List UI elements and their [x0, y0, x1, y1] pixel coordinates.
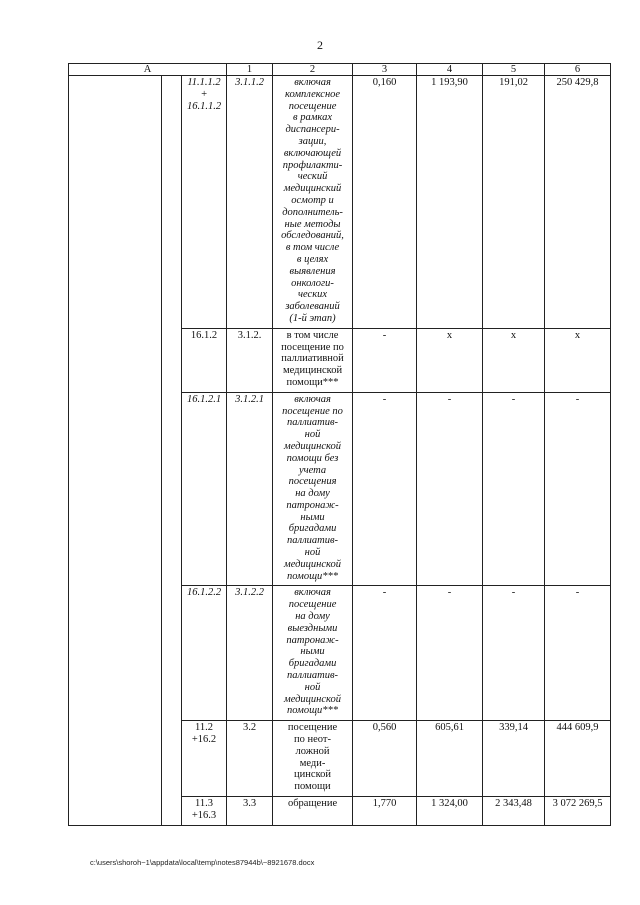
description-cell: включая посещение на дому выездными патронаж- ными бригадами паллиатив- ной медицинской помощи***	[273, 586, 353, 721]
code-cell: 3.1.2.	[227, 328, 273, 392]
value-col-6: 444 609,9	[545, 721, 611, 797]
header-col-4: 4	[417, 64, 483, 76]
data-table	[68, 63, 611, 826]
value-col-4: -	[417, 586, 483, 721]
code-a-cell: 16.1.2	[182, 328, 227, 392]
code-a-cell: 11.3 +16.3	[182, 797, 227, 826]
code-cell: 3.3	[227, 797, 273, 826]
code-a-cell: 11.2 +16.2	[182, 721, 227, 797]
code-cell: 3.1.2.1	[227, 392, 273, 586]
header-col-1: 1	[227, 64, 273, 76]
header-col-6: 6	[545, 64, 611, 76]
value-col-3: -	[353, 392, 417, 586]
value-col-5: 2 343,48	[483, 797, 545, 826]
code-cell: 3.2	[227, 721, 273, 797]
description-cell: посещение по неот- ложной меди- цинской помощи	[273, 721, 353, 797]
value-col-5: -	[483, 586, 545, 721]
description-cell: в том числе посещение по паллиативной медицинской помощи***	[273, 328, 353, 392]
value-col-3: 0,160	[353, 76, 417, 329]
value-col-3: -	[353, 328, 417, 392]
value-col-3: 0,560	[353, 721, 417, 797]
value-col-3: -	[353, 586, 417, 721]
code-cell: 3.1.2.2	[227, 586, 273, 721]
value-col-5: -	[483, 392, 545, 586]
value-col-4: х	[417, 328, 483, 392]
header-col-5: 5	[483, 64, 545, 76]
value-col-5: 191,02	[483, 76, 545, 329]
header-row	[69, 64, 611, 76]
description-cell: обращение	[273, 797, 353, 826]
code-a-cell: 11.1.1.2 + 16.1.1.2	[182, 76, 227, 329]
value-col-4: 1 193,90	[417, 76, 483, 329]
value-col-6: -	[545, 392, 611, 586]
value-col-5: 339,14	[483, 721, 545, 797]
description-cell: включая посещение по паллиатив- ной медицинской помощи без учета посещения на дому патронаж- ными бригадами паллиатив- ной медицинской помощи***	[273, 392, 353, 586]
value-col-4: 605,61	[417, 721, 483, 797]
table-row	[69, 76, 611, 329]
value-col-6: х	[545, 328, 611, 392]
value-col-6: -	[545, 586, 611, 721]
file-path-footer: c:\users\shoroh~1\appdata\local\temp\notes87944b\~8921678.docx	[90, 858, 315, 867]
value-col-4: 1 324,00	[417, 797, 483, 826]
value-col-6: 3 072 269,5	[545, 797, 611, 826]
value-col-5: х	[483, 328, 545, 392]
value-col-4: -	[417, 392, 483, 586]
page-number: 2	[317, 38, 323, 52]
header-col-2: 2	[273, 64, 353, 76]
row-group-cell-a1	[69, 76, 162, 826]
value-col-6: 250 429,8	[545, 76, 611, 329]
header-col-a: A	[69, 64, 227, 76]
code-a-cell: 16.1.2.1	[182, 392, 227, 586]
code-cell: 3.1.1.2	[227, 76, 273, 329]
row-group-cell-a2	[162, 76, 182, 826]
description-cell: включая комплексное посещение в рамках диспансери- зации, включающей профилакти- ческий медицинский осмотр и дополнитель- ные методы обследований, в том числе в целях выявления онкологи- ческих заболеваний (1-й этап)	[273, 76, 353, 329]
value-col-3: 1,770	[353, 797, 417, 826]
header-col-3: 3	[353, 64, 417, 76]
code-a-cell: 16.1.2.2	[182, 586, 227, 721]
